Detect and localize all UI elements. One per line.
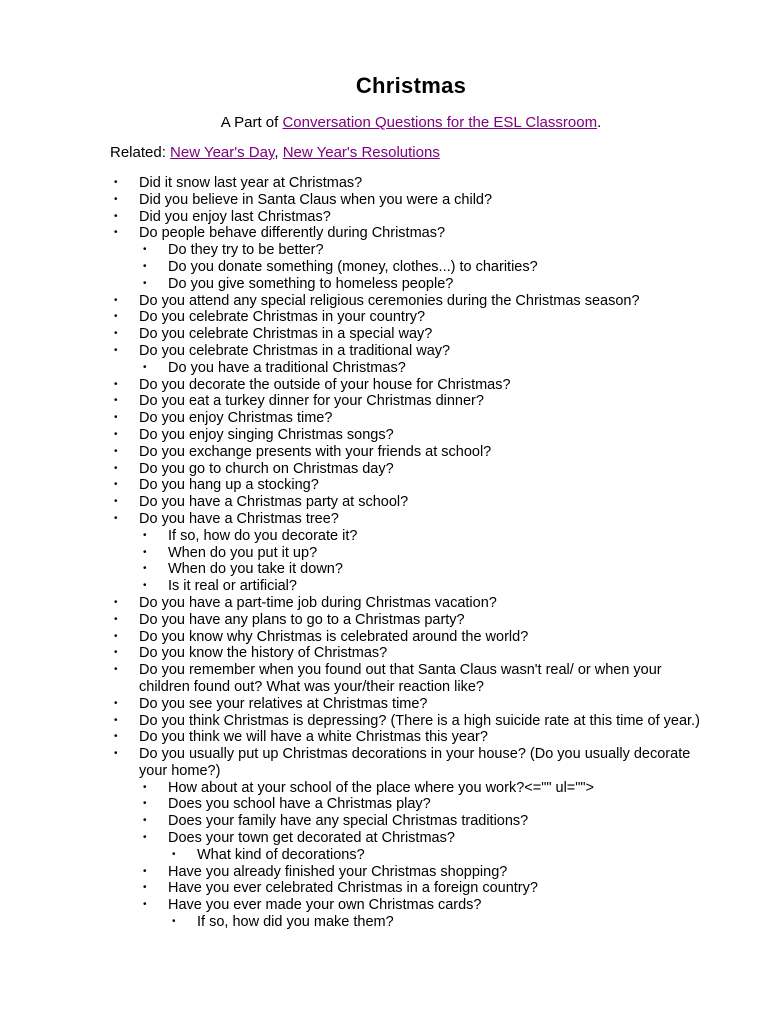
bullet-icon: •: [114, 630, 118, 642]
bullet-icon: •: [114, 664, 118, 676]
bullet-icon: •: [114, 428, 118, 440]
question-text: Do you celebrate Christmas in a traditional way?: [139, 342, 451, 359]
related-label: Related:: [110, 144, 171, 161]
question-item: [110, 393, 710, 410]
question-item: [110, 360, 710, 377]
question-text: Do you think we will have a white Christmas this year?: [139, 729, 488, 746]
question-list: [110, 175, 710, 931]
question-item: [110, 477, 710, 494]
bullet-icon: •: [172, 848, 176, 860]
question-text: Do you enjoy Christmas time?: [139, 410, 333, 427]
bullet-icon: •: [114, 177, 118, 188]
bullet-icon: •: [143, 781, 147, 793]
question-text: Do people behave differently during Christmas?: [139, 225, 446, 242]
question-item: [110, 780, 710, 797]
question-item: [110, 645, 710, 662]
bullet-icon: •: [114, 294, 118, 306]
bullet-icon: •: [114, 378, 118, 390]
question-text: Do you have a part-time job during Christmas vacation?: [139, 594, 497, 611]
question-text: Do you celebrate Christmas in your country?: [139, 309, 426, 326]
question-text: Have you ever celebrated Christmas in a foreign country?: [168, 880, 538, 897]
bullet-icon: •: [143, 882, 147, 894]
question-item: [110, 796, 710, 813]
bullet-icon: •: [114, 193, 118, 205]
question-text: Do you remember when you found out that Santa Claus wasn't real/ or when your children found out? What was your/their reaction like?: [139, 662, 662, 695]
question-item: [110, 242, 710, 259]
question-item: [110, 595, 710, 612]
bullet-icon: •: [143, 865, 147, 877]
question-item: [110, 578, 710, 595]
bullet-icon: •: [143, 546, 147, 558]
question-item: [110, 696, 710, 713]
question-item: [110, 192, 710, 209]
subtitle-suffix: .: [597, 114, 602, 131]
question-text: Do you have a traditional Christmas?: [168, 359, 406, 376]
bullet-icon: •: [143, 832, 147, 844]
question-item: [110, 813, 710, 830]
bullet-icon: •: [114, 512, 118, 524]
question-text: Do you eat a turkey dinner for your Christmas dinner?: [139, 393, 484, 410]
bullet-icon: •: [143, 361, 147, 373]
question-item: [110, 461, 710, 478]
question-text: Do you donate something (money, clothes...) to charities?: [168, 258, 538, 275]
question-item: [110, 629, 710, 646]
question-text: Do you have any plans to go to a Christmas party?: [139, 611, 465, 628]
question-text: Does you school have a Christmas play?: [168, 796, 431, 813]
bullet-icon: •: [172, 916, 176, 928]
question-text: Do they try to be better?: [168, 242, 324, 259]
question-text: When do you put it up?: [168, 544, 318, 561]
bullet-icon: •: [143, 798, 147, 810]
bullet-icon: •: [114, 344, 118, 356]
bullet-icon: •: [114, 227, 118, 239]
question-item: [110, 830, 710, 847]
related-separator: ,: [274, 144, 283, 161]
subtitle: [0, 114, 768, 132]
question-item: [110, 746, 710, 780]
question-item: [110, 561, 710, 578]
bullet-icon: •: [114, 731, 118, 743]
bullet-icon: •: [114, 462, 118, 474]
question-text: Do you think Christmas is depressing? (There is a high suicide rate at this time of year.): [139, 712, 700, 729]
bullet-icon: •: [143, 563, 147, 575]
bullet-icon: •: [143, 529, 147, 541]
esl-classroom-link[interactable]: Conversation Questions for the ESL Classroom: [282, 114, 598, 131]
question-item: [110, 880, 710, 897]
question-text: Do you know why Christmas is celebrated around the world?: [139, 628, 529, 645]
question-text: Does your family have any special Christmas traditions?: [168, 813, 529, 830]
question-item: [110, 713, 710, 730]
question-text: What kind of decorations?: [197, 846, 365, 863]
question-text: Do you decorate the outside of your house for Christmas?: [139, 376, 511, 393]
bullet-icon: •: [143, 277, 147, 289]
bullet-icon: •: [114, 596, 118, 608]
bullet-icon: •: [114, 328, 118, 340]
question-text: Do you enjoy singing Christmas songs?: [139, 426, 394, 443]
question-text: Do you attend any special religious ceremonies during the Christmas season?: [139, 292, 640, 309]
question-text: Do you have a Christmas party at school?: [139, 494, 409, 511]
question-text: Is it real or artificial?: [168, 578, 297, 595]
page-title: Christmas: [355, 73, 467, 98]
question-item: [110, 847, 710, 864]
bullet-icon: •: [114, 697, 118, 709]
bullet-icon: •: [114, 613, 118, 625]
question-text: Do you usually put up Christmas decorations in your house? (Do you usually decorate your home?): [139, 746, 691, 779]
question-text: When do you take it down?: [168, 561, 343, 578]
question-item: [110, 864, 710, 881]
question-item: [110, 494, 710, 511]
question-item: [110, 175, 710, 192]
question-text: Do you go to church on Christmas day?: [139, 460, 394, 477]
bullet-icon: •: [114, 445, 118, 457]
new-years-resolutions-link[interactable]: New Year's Resolutions: [282, 144, 440, 161]
question-text: Do you celebrate Christmas in a special way?: [139, 326, 433, 343]
question-text: Does your town get decorated at Christmas?: [168, 830, 455, 847]
question-text: If so, how did you make them?: [197, 914, 394, 931]
bullet-icon: •: [114, 496, 118, 508]
question-item: [110, 427, 710, 444]
question-text: Do you know the history of Christmas?: [139, 645, 388, 662]
question-item: [110, 326, 710, 343]
question-text: Do you exchange presents with your friends at school?: [139, 443, 492, 460]
question-text: Do you hang up a stocking?: [139, 477, 319, 494]
question-item: [110, 545, 710, 562]
question-text: Have you ever made your own Christmas cards?: [168, 897, 482, 914]
bullet-icon: •: [143, 899, 147, 911]
question-item: [110, 293, 710, 310]
question-item: [110, 444, 710, 461]
subtitle-prefix: A Part of: [220, 114, 283, 131]
question-item: [110, 225, 710, 242]
bullet-icon: •: [114, 311, 118, 323]
question-text: Do you see your relatives at Christmas time?: [139, 695, 428, 712]
question-text: Do you give something to homeless people?: [168, 275, 454, 292]
question-item: [110, 410, 710, 427]
bullet-icon: •: [143, 244, 147, 256]
question-item: [110, 259, 710, 276]
bullet-icon: •: [114, 210, 118, 222]
related-links: [110, 144, 440, 162]
question-item: [110, 897, 710, 914]
new-years-day-link[interactable]: New Year's Day: [170, 144, 275, 161]
question-text: If so, how do you decorate it?: [168, 527, 358, 544]
question-item: [110, 612, 710, 629]
question-text: Did you believe in Santa Claus when you were a child?: [139, 191, 493, 208]
question-text: Have you already finished your Christmas shopping?: [168, 863, 508, 880]
question-item: [110, 377, 710, 394]
question-item: [110, 528, 710, 545]
question-text: Did you enjoy last Christmas?: [139, 208, 331, 225]
bullet-icon: •: [114, 395, 118, 407]
question-item: [110, 343, 710, 360]
question-text: Did it snow last year at Christmas?: [139, 175, 363, 191]
question-text: How about at your school of the place where you work?<="" ul="">: [168, 779, 595, 796]
question-item: [110, 276, 710, 293]
question-text: Do you have a Christmas tree?: [139, 510, 339, 527]
question-item: [110, 662, 710, 696]
question-item: [110, 209, 710, 226]
question-item: [110, 914, 710, 931]
question-item: [110, 729, 710, 746]
bullet-icon: •: [114, 714, 118, 726]
question-item: [110, 511, 710, 528]
bullet-icon: •: [114, 412, 118, 424]
question-item: [110, 309, 710, 326]
bullet-icon: •: [143, 815, 147, 827]
bullet-icon: •: [143, 260, 147, 272]
bullet-icon: •: [114, 479, 118, 491]
bullet-icon: •: [114, 748, 118, 760]
bullet-icon: •: [114, 647, 118, 659]
bullet-icon: •: [143, 580, 147, 592]
